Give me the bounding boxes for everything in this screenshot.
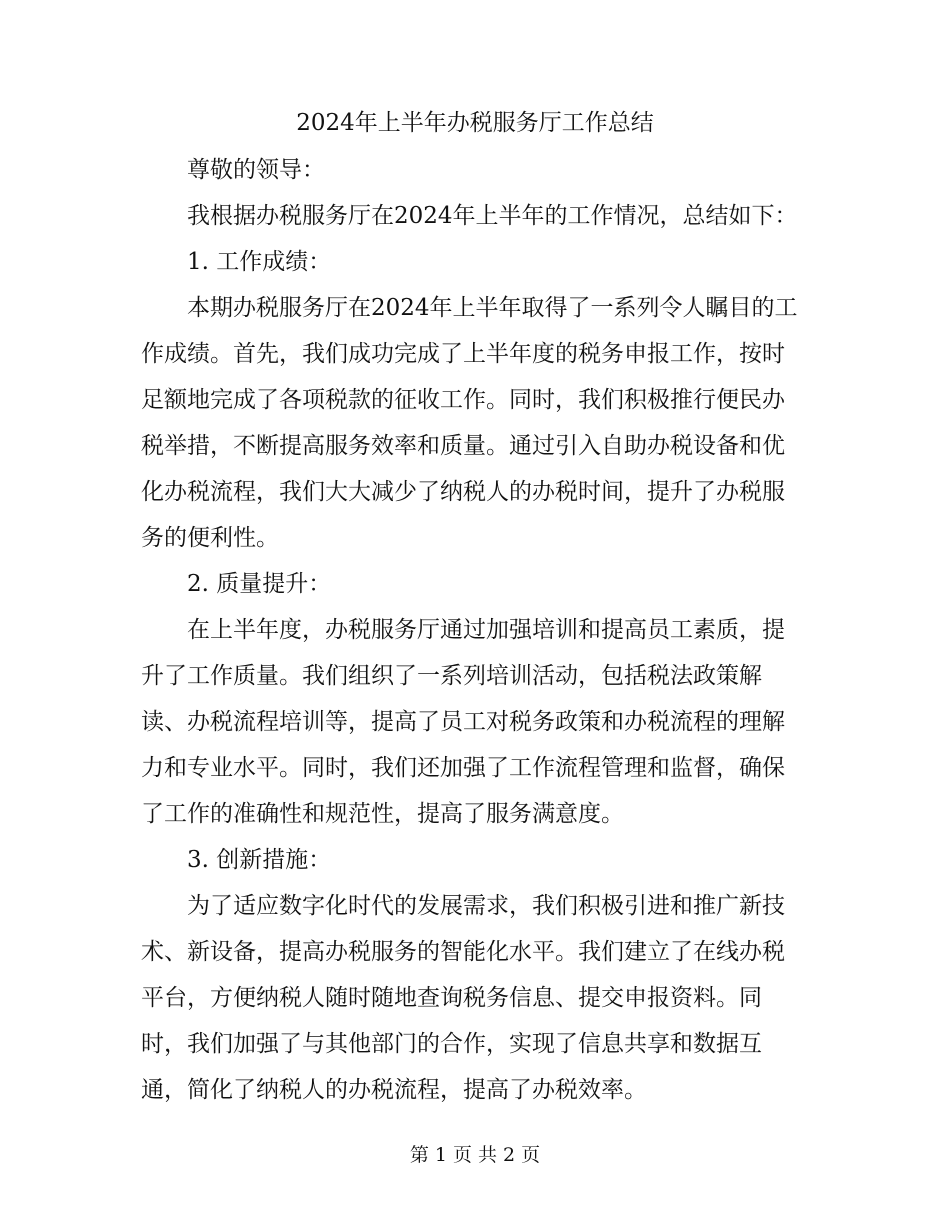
paragraph-line: 足额地完成了各项税款的征收工作。同时，我们积极推行便民办 <box>141 387 785 413</box>
salutation-line: 尊敬的领导： <box>187 157 325 183</box>
paragraph-line: 税举措，不断提高服务效率和质量。通过引入自助办税设备和优 <box>141 433 785 459</box>
paragraph-line: 通，简化了纳税人的办税流程，提高了办税效率。 <box>141 1077 647 1103</box>
paragraph-line: 务的便利性。 <box>141 525 279 551</box>
section-heading-2: 2. 质量提升： <box>187 571 332 597</box>
paragraph-line: 作成绩。首先，我们成功完成了上半年度的税务申报工作，按时 <box>141 341 785 367</box>
paragraph-line: 平台，方便纳税人随时随地查询税务信息、提交申报资料。同 <box>141 985 762 1011</box>
paragraph-line: 化办税流程，我们大大减少了纳税人的办税时间，提升了办税服 <box>141 479 785 505</box>
section-heading-1: 1. 工作成绩： <box>187 249 332 275</box>
paragraph-line: 读、办税流程培训等，提高了员工对税务政策和办税流程的理解 <box>141 709 785 735</box>
paragraph-line: 在上半年度，办税服务厅通过加强培训和提高员工素质，提 <box>187 617 785 643</box>
document-title: 2024年上半年办税服务厅工作总结 <box>296 110 654 136</box>
paragraph-line: 本期办税服务厅在2024年上半年取得了一系列令人瞩目的工 <box>187 295 798 321</box>
paragraph-line: 升了工作质量。我们组织了一系列培训活动，包括税法政策解 <box>141 663 762 689</box>
intro-line: 我根据办税服务厅在2024年上半年的工作情况，总结如下： <box>187 203 798 229</box>
section-heading-3: 3. 创新措施： <box>187 847 332 873</box>
page-number-footer: 第 1 页 共 2 页 <box>409 1144 541 1166</box>
paragraph-line: 术、新设备，提高办税服务的智能化水平。我们建立了在线办税 <box>141 939 785 965</box>
paragraph-line: 力和专业水平。同时，我们还加强了工作流程管理和监督，确保 <box>141 755 785 781</box>
paragraph-line: 了工作的准确性和规范性，提高了服务满意度。 <box>141 801 624 827</box>
paragraph-line: 为了适应数字化时代的发展需求，我们积极引进和推广新技 <box>187 893 785 919</box>
paragraph-line: 时，我们加强了与其他部门的合作，实现了信息共享和数据互 <box>141 1031 762 1057</box>
